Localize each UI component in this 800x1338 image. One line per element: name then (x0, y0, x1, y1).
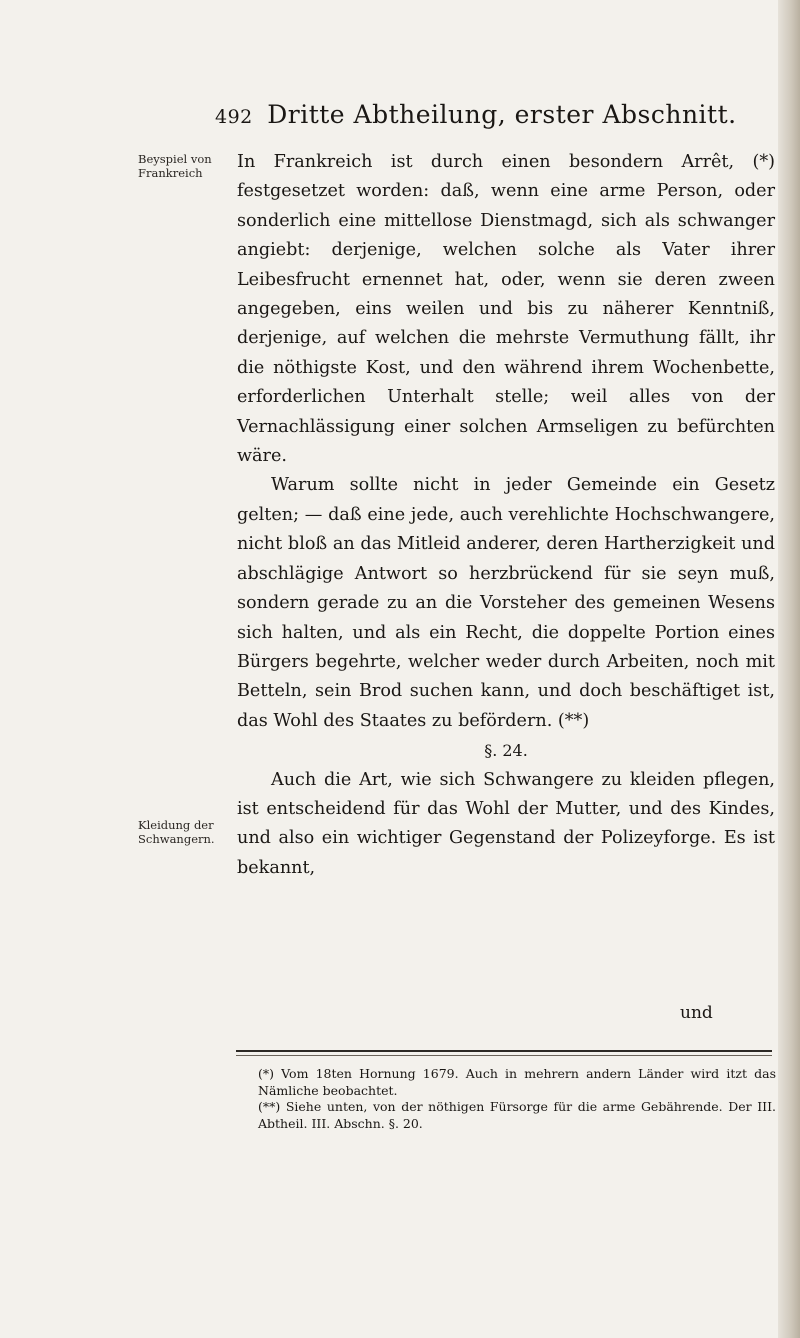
catchword: und (680, 1003, 713, 1023)
main-text (237, 148, 775, 883)
running-header (215, 100, 737, 129)
footnote-2: (**) Siehe unten, von der nöthigen Fürsorge für die arme Gebährende. Der III. Abtheil. III. Abschn. §. 20. (258, 1099, 776, 1131)
footnote-rule (236, 1050, 772, 1052)
margin-note-kleidung: Kleidung der Schwangern. (138, 818, 215, 846)
paragraph-gemeinde: Warum sollte nicht in jeder Gemeinde ein Gesetz gelten; — daß eine jede, auch verehlichte Hochschwangere, nicht bloß an das Mitleid anderer, deren Hartherzigkeit und abschlägige Antwort so herzbrückend für sie seyn muß, sondern gerade zu an die Vorsteher des gemeinen Wesens sich halten, und als ein Recht, die doppelte Portion eines Bürgers begehrte, welcher weder durch Arbeiten, noch mit Betteln, sein Brod suchen kann, und doch beschäftiget ist, das Wohl des Staates zu befördern. (**) (237, 475, 775, 731)
footnote-rule-thin (236, 1055, 772, 1056)
running-title: Dritte Abtheilung, erster Abschnitt. (267, 100, 737, 129)
section-number: §. 24. (484, 741, 528, 761)
footnotes (258, 1066, 776, 1132)
paragraph-frankreich: In Frankreich ist durch einen besondern Arrêt, (*) festgesetzet worden: daß, wenn eine arme Person, oder sonderlich eine mittellose Dienstmagd, sich als schwanger angiebt: derjenige, welchen solche als Vater ihrer Leibesfrucht ernennet hat, oder, wenn sie deren zween angegeben, eins weilen und bis zu näherer Kenntniß, derjenige, auf welchen die mehrste Vermuthung fällt, ihr die nöthigste Kost, und den während ihrem Wochenbette, erforderlichen Unterhalt stelle; weil alles von der Vernachlässigung einer solchen Armseligen zu befürchten wäre. (237, 152, 775, 467)
page-edge-shadow (778, 0, 800, 1338)
page-number: 492 (215, 106, 253, 128)
footnote-1: (*) Vom 18ten Hornung 1679. Auch in mehrern andern Länder wird itzt das Nämliche beobachtet. (258, 1066, 776, 1098)
margin-note-frankreich: Beyspiel von Frankreich (138, 152, 212, 180)
paragraph-kleidung: Auch die Art, wie sich Schwangere zu kleiden pflegen, ist entscheidend für das Wohl der Mutter, und des Kindes, und also ein wichtiger Gegenstand der Polizeyforge. Es ist bekannt, (237, 769, 775, 878)
